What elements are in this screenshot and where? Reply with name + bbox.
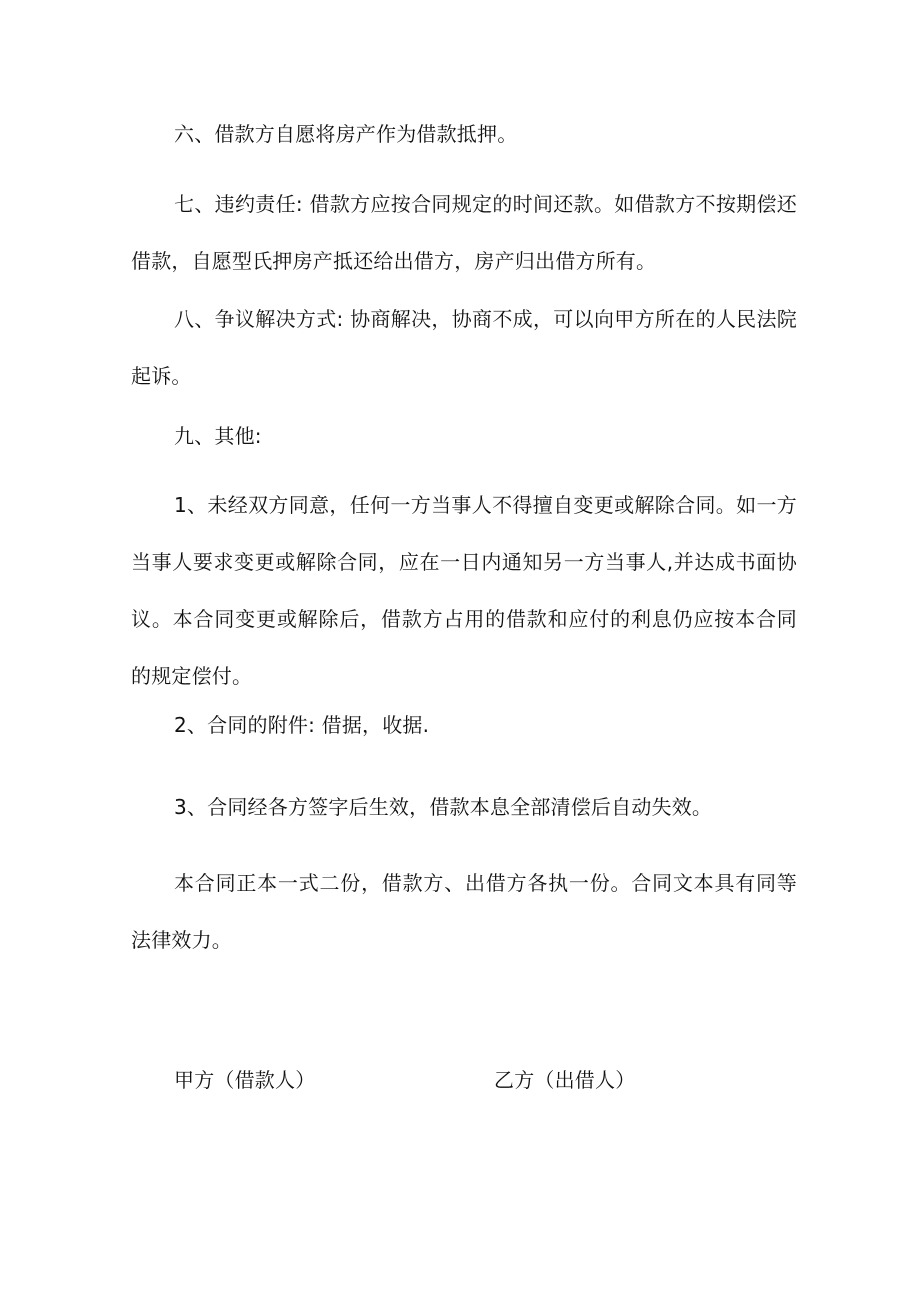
- party-a-signature-label: 甲方（借款人）: [174, 1068, 316, 1092]
- clause-8-dispute: 八、争议解决方式: 协商解决，协商不成，可以向甲方所在的人民法院起诉。: [131, 307, 797, 388]
- clause-9-item-1: 1、未经双方同意，任何一方当事人不得擅自变更或解除合同。如一方当事人要求变更或解除合同，应在一日内通知另一方当事人,并达成书面协议。本合同变更或解除后，借款方占用的借款和应付的利息仍应按本合同的规定偿付。: [131, 493, 797, 688]
- clause-9-item-2: 2、合同的附件: 借据，收据.: [174, 713, 430, 737]
- party-b-signature-label: 乙方（出借人）: [494, 1068, 636, 1092]
- clause-9-item-3: 3、合同经各方签字后生效，借款本息全部清偿后自动失效。: [174, 795, 713, 819]
- clause-7-liability: 七、违约责任: 借款方应按合同规定的时间还款。如借款方不按期偿还借款，自愿型氏押房产抵还给出借方，房产归出借方所有。: [131, 192, 797, 273]
- closing-paragraph: 本合同正本一式二份，借款方、出借方各执一份。合同文本具有同等法律效力。: [131, 871, 797, 952]
- clause-9-other-heading: 九、其他:: [174, 424, 262, 448]
- clause-6-mortgage: 六、借款方自愿将房产作为借款抵押。: [174, 122, 518, 146]
